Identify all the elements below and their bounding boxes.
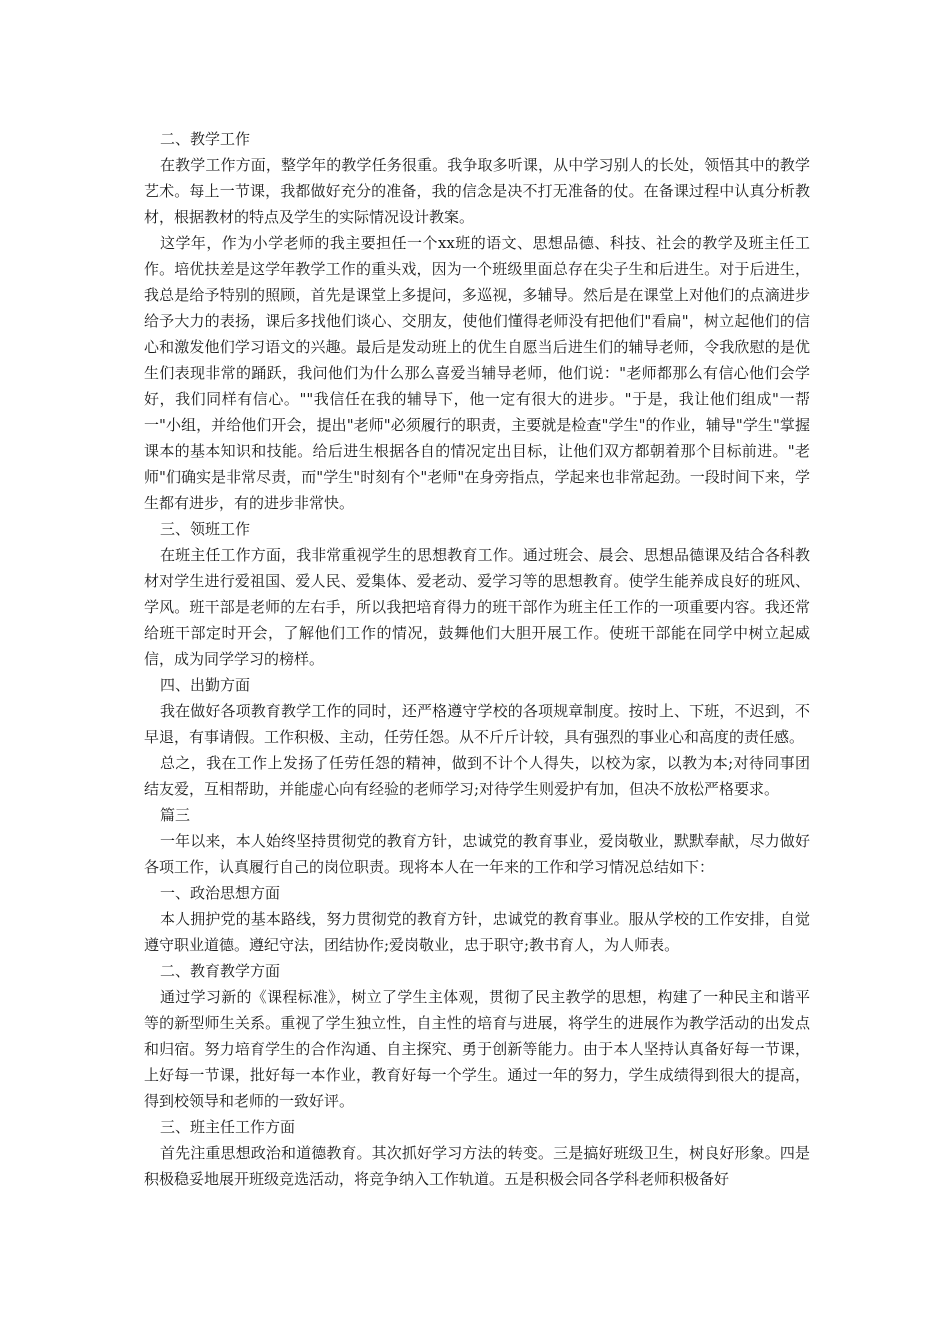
paragraph-attendance: 我在做好各项教育教学工作的同时，还严格遵守学校的各项规章制度。按时上、下班，不迟到，不早退，有事请假。工作积极、主动，任劳任怨。从不斤斤计较，具有强烈的事业心和高度的责任感。: [144, 702, 810, 746]
paragraph-year-intro: 一年以来，本人始终坚持贯彻党的教育方针，忠诚党的教育事业，爱岗敬业，默默奉献，尽力做好各项工作，认真履行自己的岗位职责。现将本人在一年来的工作和学习情况总结如下：: [144, 832, 810, 876]
paragraph-teaching-overview: 在教学工作方面，整学年的教学任务很重。我争取多听课，从中学习别人的长处，领悟其中的教学艺术。每上一节课，我都做好充分的准备，我的信念是决不打无准备的仗。在备课过程中认真分析教材，根据教材的特点及学生的实际情况设计教案。: [144, 156, 810, 226]
section-heading-education: 二、教育教学方面: [160, 962, 281, 980]
chapter-heading-part-three: 篇三: [160, 806, 191, 824]
paragraph-teaching-details: 这学年，作为小学老师的我主要担任一个xx班的语文、思想品德、科技、社会的教学及班主任工作。培优扶差是这学年教学工作的重头戏，因为一个班级里面总存在尖子生和后进生。对于后进生，我总是给予特别的照顾，首先是课堂上多提问，多巡视，多辅导。然后是在课堂上对他们的点滴进步给予大力的表扬，课后多找他们谈心、交朋友，使他们懂得老师没有把他们"看扁"，树立起他们的信心和激发他们学习语文的兴趣。最后是发动班上的优生自愿当后进生们的辅导老师，令我欣慰的是优生们表现非常的踊跃，我问他们为什么那么喜爱当辅导老师，他们说："老师都那么有信心他们会学好，我们同样有信心。""我信任在我的辅导下，他一定有很大的进步。"于是，我让他们组成"一帮一"小组，并给他们开会，提出"老师"必须履行的职责，主要就是检查"学生"的作业，辅导"学生"掌握课本的基本知识和技能。给后进生根据各自的情况定出目标，让他们双方都朝着那个目标前进。"老师"们确实是非常尽责，而"学生"时刻有个"老师"在身旁指点，学起来也非常起劲。一段时间下来，学生都有进步，有的进步非常快。: [144, 234, 810, 512]
paragraph-education: 通过学习新的《课程标准》，树立了学生主体观，贯彻了民主教学的思想，构建了一种民主和谐平等的新型师生关系。重视了学生独立性，自主性的培育与进展，将学生的进展作为教学活动的出发点和归宿。努力培育学生的合作沟通、自主探究、勇于创新等能力。由于本人坚持认真备好每一节课，上好每一节课，批好每一本作业，教育好每一个学生。通过一年的努力，学生成绩得到很大的提高，得到校领导和老师的一致好评。: [144, 988, 810, 1110]
paragraph-class-leading: 在班主任工作方面，我非常重视学生的思想教育工作。通过班会、晨会、思想品德课及结合各科教材对学生进行爱祖国、爱人民、爱集体、爱老动、爱学习等的思想教育。使学生能养成良好的班风、学风。班干部是老师的左右手，所以我把培育得力的班干部作为班主任工作的一项重要内容。我还常给班干部定时开会，了解他们工作的情况，鼓舞他们大胆开展工作。使班干部能在同学中树立起威信，成为同学学习的榜样。: [144, 546, 810, 668]
section-heading-class-leading: 三、领班工作: [160, 520, 251, 538]
paragraph-class-teacher: 首先注重思想政治和道德教育。其次抓好学习方法的转变。三是搞好班级卫生，树良好形象。四是积极稳妥地展开班级竞选活动，将竞争纳入工作轨道。五是积极会同各学科老师积极备好: [144, 1144, 810, 1188]
paragraph-political: 本人拥护党的基本路线，努力贯彻党的教育方针，忠诚党的教育事业。服从学校的工作安排，自觉遵守职业道德。遵纪守法，团结协作;爱岗敬业，忠于职守;教书育人，为人师表。: [144, 910, 810, 954]
section-heading-teaching: 二、教学工作: [160, 130, 251, 148]
paragraph-summary: 总之，我在工作上发扬了任劳任怨的精神，做到不计个人得失，以校为家，以教为本;对待同事团结友爱，互相帮助，并能虚心向有经验的老师学习;对待学生则爱护有加，但决不放松严格要求。: [144, 754, 810, 798]
section-heading-class-teacher: 三、班主任工作方面: [160, 1118, 296, 1136]
document-body: [144, 126, 810, 1192]
section-heading-political: 一、政治思想方面: [160, 884, 281, 902]
section-heading-attendance: 四、出勤方面: [160, 676, 251, 694]
